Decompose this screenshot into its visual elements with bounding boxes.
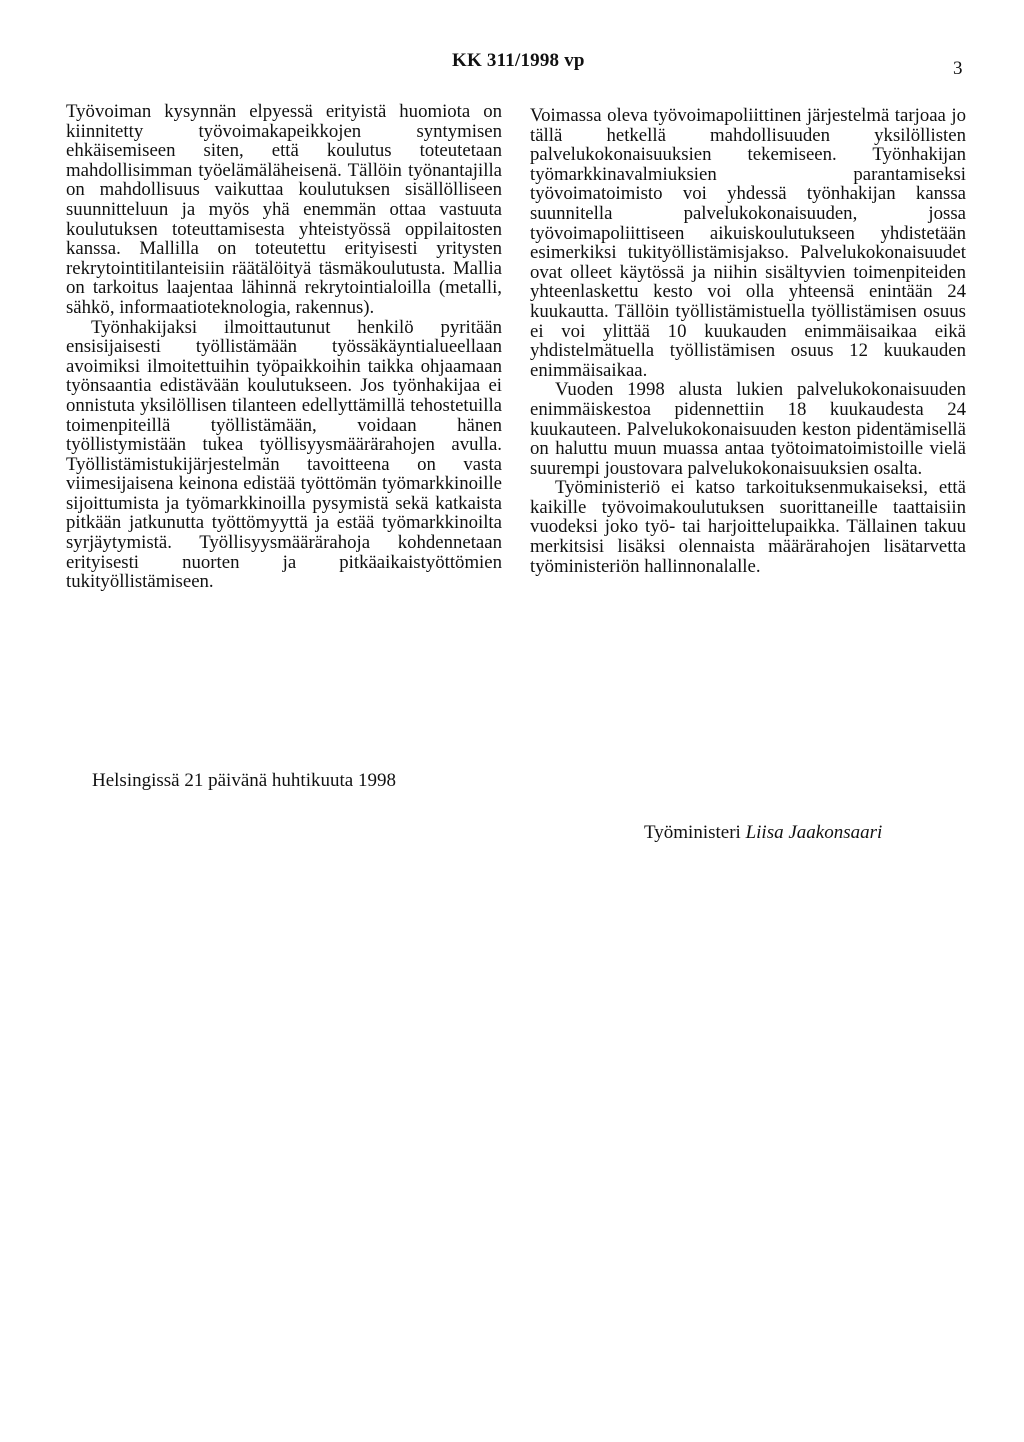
paragraph: Vuoden 1998 alusta lukien palvelukokonaisuuden enimmäiskestoa pidennettiin 18 kuukaudesta 24 kuukauteen. Palvelukokonaisuuden keston pidentämisellä on haluttu muun muassa antaa työtoimatoimistoille vielä suurempi joustovara palvelukokonaisuuksien osalta. — [530, 379, 966, 479]
minister-title: Työministeri — [644, 822, 741, 843]
paragraph: Työvoiman kysynnän elpyessä erityistä huomiota on kiinnitetty työvoimakapeikkojen syntymisen ehkäisemiseen siten, että koulutus toteutetaan mahdollisimman työelämäläheisenä. Tällöin työnantajilla on mahdollisuus vaikuttaa koulutuksen sisällölliseen suunnitteluun ja myös yhä enemmän ottaa vastuuta koulutuksen toteuttamisesta yhteistyössä oppilaitosten kanssa. Mallilla on toteutettu erityisesti yritysten rekrytointitilanteisiin räätälöityä täsmäkoulutusta. Mallia on tarkoitus laajentaa lähinnä rekrytointialoilla (metalli, sähkö, informaatioteknologia, rakennus). — [66, 101, 502, 318]
right-column — [530, 106, 966, 576]
paragraph: Työnhakijaksi ilmoittautunut henkilö pyritään ensisijaisesti työllistämään työssäkäyntialueellaan avoimiksi ilmoitettuihin työpaikkoihin taikka ohjaamaan työnsaantia edistävään koulutukseen. Jos työnhakijaa ei onnistuta yksilöllisen tilanteen edellyttämillä tehostetuilla toimenpiteillä työllistämään, voidaan hänen työllistymistään tukea työllisyysmäärärahojen avulla. Työllistämistukijärjestelmän tavoitteena on vasta viimesijaisena keinona edistää työttömän työmarkkinoille sijoittumista ja työmarkkinoilla pysymistä sekä katkaista pitkään jatkunutta työttömyyttä ja estää työmarkkinoilta syrjäytymistä. Työllisyysmäärärahoja kohdennetaan erityisesti nuorten ja pitkäaikaistyöttömien tukityöllistämiseen. — [66, 316, 502, 593]
page-header — [0, 50, 1024, 80]
page-number: 3 — [953, 58, 963, 79]
signature-place-date: Helsingissä 21 päivänä huhtikuuta 1998 — [92, 770, 396, 791]
signature-minister — [644, 822, 882, 844]
document-id: KK 311/1998 vp — [452, 50, 585, 71]
paragraph: Voimassa oleva työvoimapoliittinen järjestelmä tarjoaa jo tällä hetkellä mahdollisuuden yksilöllisten palvelukokonaisuuksien tekemiseen. Työnhakijan työmarkkinavalmiuksien parantamiseksi työvoimatoimisto voi yhdessä työnhakijan kanssa suunnitella palvelukokonaisuuden, jossa työvoimapoliittiseen aikuiskoulutukseen yhdistetään esimerkiksi tukityöllistämisjakso. Palvelukokonaisuudet ovat olleet käytössä ja niihin sisältyvien toimenpiteiden yhteenlaskettu kesto voi olla yhteensä enintään 24 kuukautta. Tällöin työllistämistuella työllistämisen osuus ei voi ylittää 10 kuukauden enimmäisaikaa eikä yhdistelmätuella työllistämisen osuus 12 kuukauden enimmäisaikaa. — [530, 105, 966, 381]
minister-name: Liisa Jaakonsaari — [745, 822, 883, 843]
paragraph: Työministeriö ei katso tarkoituksenmukaiseksi, että kaikille työvoimakoulutuksen suorittaneille taattaisiin vuodeksi joko työ- tai harjoittelupaikka. Tällainen takuu merkitsisi lisäksi olennaista määrärahojen lisätarvetta työministeriön hallinnonalalle. — [530, 477, 966, 577]
left-column — [66, 102, 502, 592]
